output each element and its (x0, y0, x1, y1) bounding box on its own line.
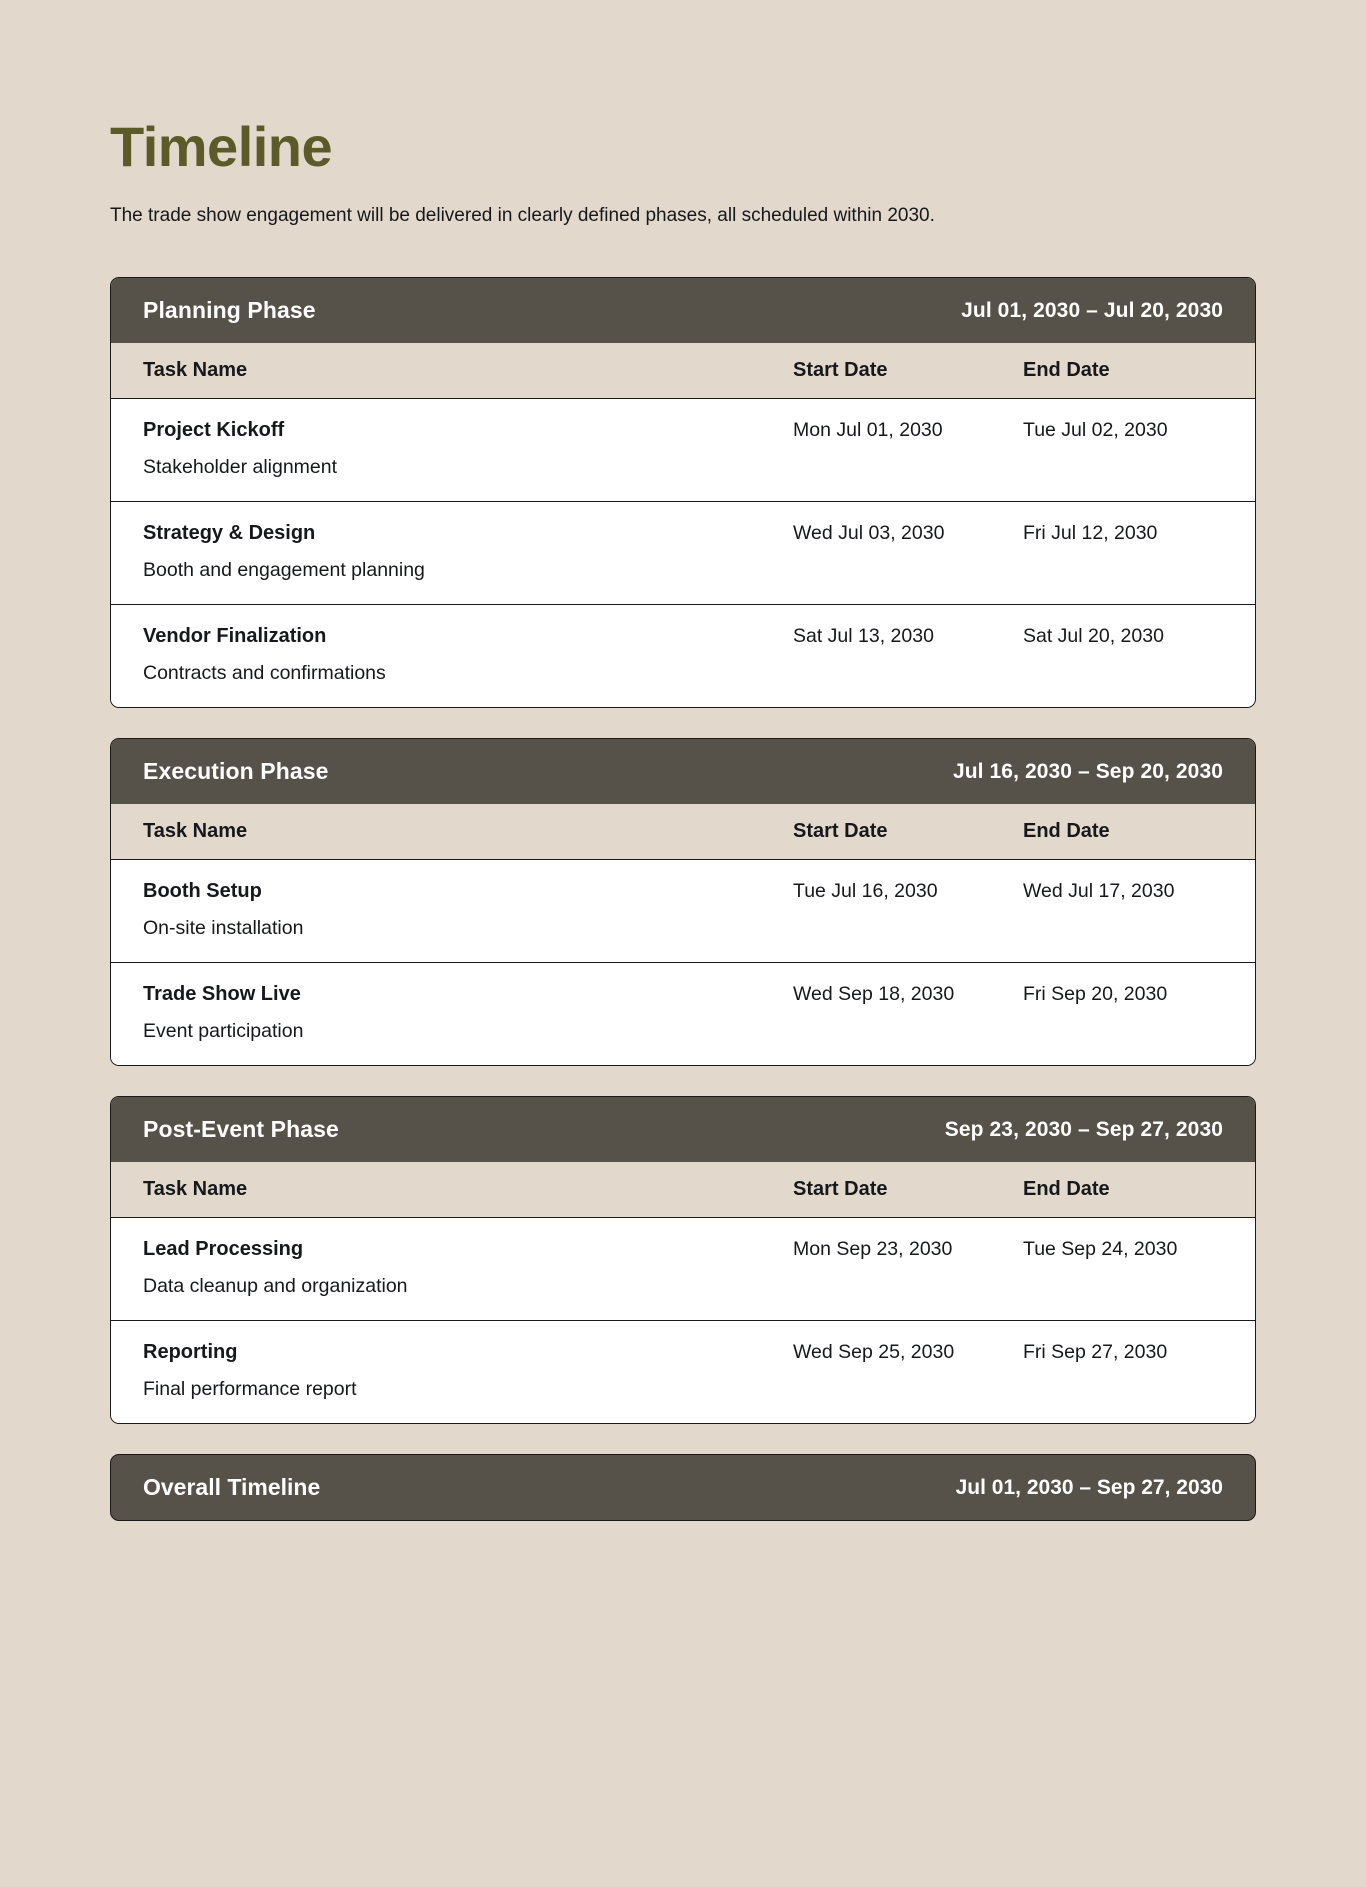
phase-date-range: Sep 23, 2030 – Sep 27, 2030 (944, 1117, 1223, 1141)
task-start-date: Tue Jul 16, 2030 (793, 880, 938, 903)
table-row (111, 1321, 1255, 1423)
task-row-main (143, 1341, 1223, 1364)
phase-date-range: Jul 16, 2030 – Sep 20, 2030 (952, 759, 1223, 783)
task-start-date: Sat Jul 13, 2030 (793, 625, 934, 648)
phase-name: Planning Phase (143, 297, 316, 324)
task-name: Strategy & Design (143, 522, 316, 545)
table-row (111, 1218, 1255, 1321)
task-start-date: Wed Jul 03, 2030 (793, 522, 945, 545)
task-end-date: Sat Jul 20, 2030 (1023, 625, 1164, 648)
task-description: Stakeholder alignment (143, 456, 338, 479)
column-header-start-date: Start Date (793, 359, 888, 382)
task-name: Vendor Finalization (143, 625, 327, 648)
table-row (111, 963, 1255, 1065)
phase-header (111, 278, 1255, 343)
table-row (111, 605, 1255, 707)
column-header-task-name: Task Name (143, 820, 248, 843)
task-row-main (143, 625, 1223, 648)
task-name: Reporting (143, 1341, 238, 1364)
task-end-date: Fri Sep 20, 2030 (1023, 983, 1168, 1006)
task-end-date: Fri Sep 27, 2030 (1023, 1341, 1168, 1364)
task-description: Data cleanup and organization (143, 1275, 408, 1298)
column-header-end-date: End Date (1023, 820, 1110, 843)
task-end-date: Wed Jul 17, 2030 (1023, 880, 1175, 903)
task-row-main (143, 983, 1223, 1006)
table-row (111, 399, 1255, 502)
overall-timeline-bar (110, 1454, 1256, 1521)
task-end-date: Tue Jul 02, 2030 (1023, 419, 1168, 442)
task-name: Project Kickoff (143, 419, 285, 442)
phases-container (110, 277, 1256, 1424)
column-header-row (111, 804, 1255, 860)
task-start-date: Mon Sep 23, 2030 (793, 1238, 953, 1261)
task-row-main (143, 522, 1223, 545)
task-name: Lead Processing (143, 1238, 304, 1261)
task-description: On-site installation (143, 917, 304, 940)
task-name: Trade Show Live (143, 983, 301, 1006)
phase-header (111, 739, 1255, 804)
task-end-date: Tue Sep 24, 2030 (1023, 1238, 1178, 1261)
page-subtitle: The trade show engagement will be delivered in clearly defined phases, all scheduled within 2030. (110, 204, 935, 226)
page-title: Timeline (110, 115, 333, 178)
phase-header (111, 1097, 1255, 1162)
column-header-task-name: Task Name (143, 1178, 248, 1201)
task-name: Booth Setup (143, 880, 262, 903)
overall-timeline-range: Jul 01, 2030 – Sep 27, 2030 (955, 1475, 1223, 1499)
task-start-date: Mon Jul 01, 2030 (793, 419, 943, 442)
task-description: Event participation (143, 1020, 304, 1043)
column-header-start-date: Start Date (793, 1178, 888, 1201)
table-row (111, 502, 1255, 605)
column-header-start-date: Start Date (793, 820, 888, 843)
phase-card (110, 277, 1256, 708)
phase-name: Execution Phase (143, 758, 329, 785)
task-row-main (143, 1238, 1223, 1261)
table-row (111, 860, 1255, 963)
task-description: Final performance report (143, 1378, 357, 1401)
phase-name: Post-Event Phase (143, 1116, 339, 1143)
column-header-row (111, 1162, 1255, 1218)
column-header-end-date: End Date (1023, 359, 1110, 382)
phase-card (110, 738, 1256, 1066)
task-start-date: Wed Sep 18, 2030 (793, 983, 955, 1006)
phase-card (110, 1096, 1256, 1424)
task-row-main (143, 419, 1223, 442)
task-end-date: Fri Jul 12, 2030 (1023, 522, 1158, 545)
task-start-date: Wed Sep 25, 2030 (793, 1341, 955, 1364)
task-description: Contracts and confirmations (143, 662, 386, 685)
column-header-row (111, 343, 1255, 399)
column-header-end-date: End Date (1023, 1178, 1110, 1201)
phase-date-range: Jul 01, 2030 – Jul 20, 2030 (961, 298, 1223, 322)
overall-timeline-label: Overall Timeline (143, 1474, 321, 1501)
task-description: Booth and engagement planning (143, 559, 425, 582)
task-row-main (143, 880, 1223, 903)
column-header-task-name: Task Name (143, 359, 248, 382)
